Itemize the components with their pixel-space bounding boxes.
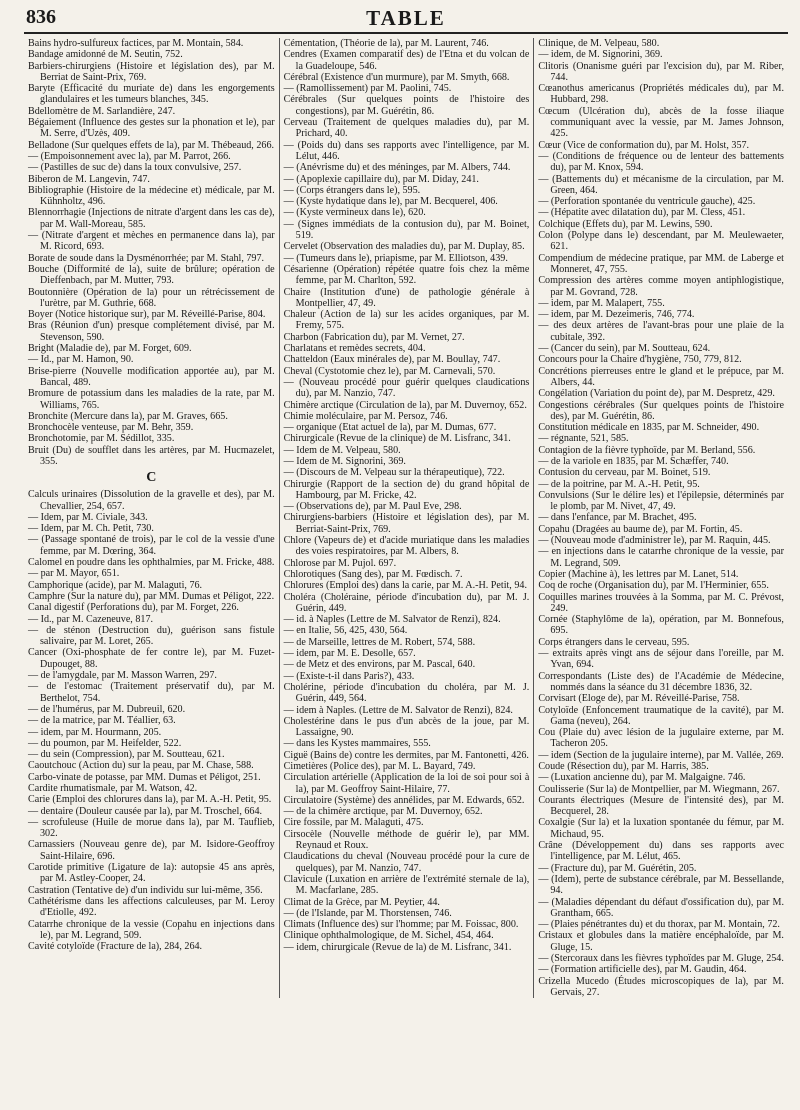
index-entry: — (Empoisonnement avec la), par M. Parrot, 266.	[28, 150, 231, 162]
index-entry: — scrofuleuse (Huile de morue dans la), par M. Tauflieb, 302.	[28, 816, 275, 840]
index-entry: Borate de soude dans la Dysménorrhée; par M. Stahl, 797.	[28, 252, 265, 264]
index-column-left	[24, 38, 279, 998]
index-column-middle	[279, 38, 534, 998]
index-entry: Cornée (Staphylôme de la), opération, par M. Bonnefous, 695.	[538, 614, 784, 637]
index-entry: — idem, chirurgicale (Revue de la) de M. Lisfranc, 341.	[283, 941, 512, 953]
index-entry: — dentaire (Douleur causée par la), par M. Troschel, 664.	[28, 805, 263, 817]
index-entry: Congestions cérébrales (Sur quelques points de l'histoire des), par M. Guérétin, 86.	[538, 399, 784, 422]
index-entry: — de l'amygdale, par M. Masson Warren, 297.	[28, 670, 217, 682]
index-entry: Carie (Emploi des chlorures dans la), par M. A.-H. Petit, 95.	[28, 794, 272, 806]
index-entry: — (Corps étrangers dans le), 595.	[283, 184, 421, 196]
index-entry: — (Plaies pénétrantes du) et du thorax, par M. Montain, 72.	[538, 919, 780, 931]
index-entry: Clinique ophthalmologique, de M. Sichel, 454, 464.	[283, 930, 494, 942]
index-entry: Cémentation, (Théorie de la), par M. Laurent, 746.	[283, 38, 489, 49]
index-entry: Bégaiement (Influence des gestes sur la phonation et le), par M. Serre, d'Uzès, 409.	[28, 117, 275, 140]
index-entry: Chirurgie (Rapport de la section de) du grand hôpital de Hambourg, par M. Fricke, 42.	[283, 478, 530, 501]
index-entry: Bdellomètre de M. Sarlandière, 247.	[28, 105, 176, 117]
index-entry: Coude (Résection du), par M. Harris, 385.	[538, 761, 709, 772]
index-entry: Brise-pierre (Nouvelle modification apportée au), par M. Bancal, 489.	[28, 365, 275, 388]
index-entry: Cholérine, période d'incubation du choléra, par M. J. Guérin, 449, 564.	[283, 681, 530, 705]
page-number: 836	[26, 6, 56, 28]
index-entry: — (Kyste hydatique dans le), par M. Becquerel, 406.	[283, 196, 498, 208]
index-entry: Carbo-vinate de potasse, par MM. Dumas et Péligot, 251.	[28, 771, 261, 783]
index-entry: — (Ramollissement) par M. Paolini, 745.	[283, 83, 452, 95]
index-entry: — (Apoplexie capillaire du), par M. Diday, 241.	[283, 173, 479, 185]
index-entry: — (Observations de), par M. Paul Eve, 298.	[283, 501, 462, 513]
index-entry: Cirsocèle (Nouvelle méthode de guérir le), par MM. Reynaud et Roux.	[283, 828, 530, 852]
index-entry: — Idem de M. Velpeau, 580.	[283, 444, 401, 456]
index-entry: — (Pastilles de suc de) dans la toux convulsive, 257.	[28, 162, 242, 174]
index-entry: — Idem, par M. Civiale, 343.	[28, 511, 148, 523]
index-entry: Congélation (Variation du point de), par M. Despretz, 429.	[538, 388, 775, 400]
index-entry: Caoutchouc (Action du) sur la peau, par M. Chase, 588.	[28, 760, 254, 772]
index-entry: Contusion du cerveau, par M. Boinet, 519.	[538, 467, 711, 479]
index-entry: — (Formation artificielle des), par M. Gaudin, 464.	[538, 964, 747, 976]
index-entry: Courants électriques (Mesure de l'intensité des), par M. Becquerel, 28.	[538, 794, 784, 818]
index-entry: Cancer (Oxi-phosphate de fer contre le), par M. Fuzet-Dupouget, 88.	[28, 647, 275, 670]
index-entry: Bouche (Difformité de la), suite de brûlure; opération de Dieffenbach, par M. Mutter, 793.	[28, 263, 275, 287]
index-entry: Boyer (Notice historique sur), par M. Réveillé-Parise, 804.	[28, 309, 266, 321]
index-entry: Compression des artères comme moyen antiphlogistique, par M. Govrand, 728.	[538, 275, 784, 298]
index-entry: Bandage amidonné de M. Seutin, 752.	[28, 49, 183, 61]
index-entry: — (Nouveau procédé pour guérir quelques claudications du), par M. Nanzio, 747.	[283, 376, 530, 400]
index-column-right	[533, 38, 788, 998]
index-entry: Bras (Réunion d'un) presque complétement divisé, par M. Stevenson, 590.	[28, 320, 275, 343]
index-entry: Cœur (Vice de conformation du), par M. Holst, 357.	[538, 139, 750, 151]
index-entry: — (Kyste vermineux dans le), 620.	[283, 207, 426, 219]
index-entry: Convulsions (Sur le délire les) et l'épilepsie, déterminés par le plomb, par M. Nivet, 47, 49.	[538, 489, 784, 513]
index-entry: — idem, par M. Malapert, 755.	[538, 297, 665, 309]
index-entry: — (Fracture du), par M. Guérétin, 205.	[538, 862, 697, 874]
index-entry: Coq de roche (Organisation du), par M. l'Herminier, 655.	[538, 580, 769, 592]
index-entry: Cérébrales (Sur quelques points de l'histoire des congestions), par M. Guérétin, 86.	[283, 94, 530, 117]
index-entry: Chlorose par M. Pujol. 697.	[283, 557, 397, 569]
index-entry: — (Battements du) et mécanisme de la circulation, par M. Green, 464.	[538, 173, 784, 196]
index-entry: — idem, par M. Dezeimeris, 746, 774.	[538, 309, 695, 321]
index-entry: — en injections dans le catarrhe chronique de la vessie, par M. Legrand, 509.	[538, 546, 784, 569]
index-entry: Carotide primitive (Ligature de la): autopsie 45 ans après, par M. Astley-Cooper, 24.	[28, 862, 275, 885]
index-entry: Claudications du cheval (Nouveau procédé pour la cure de quelques), par M. Nanzio, 747.	[283, 851, 530, 874]
index-entry: Biberon de M. Langevin, 747.	[28, 173, 150, 185]
index-entry: Catarrhe chronique de la vessie (Copahu en injections dans le), par M. Legrand, 509.	[28, 918, 275, 941]
index-entry: Calomel en poudre dans les ophthalmies, par M. Fricke, 488.	[28, 557, 275, 569]
index-entry: Chirurgicale (Revue de la clinique) de M. Lisfranc, 341.	[283, 433, 511, 445]
index-entry: — (de l'Islande, par M. Thorstensen, 746.	[283, 907, 452, 919]
index-entry: — dans l'enfance, par M. Brachet, 495.	[538, 512, 697, 524]
index-entry: Coxalgie (Sur la) et la luxation spontanée du fémur, par M. Michaud, 95.	[538, 817, 784, 840]
index-entry: Cathétérisme dans les affections calculeuses, par M. Leroy d'Etiolle, 492.	[28, 895, 275, 919]
index-entry: — de sténon (Destruction du), guérison sans fistule salivaire, par M. Loret, 265.	[28, 624, 275, 648]
index-entry: Cheval (Cystotomie chez le), par M. Carnevali, 570.	[283, 365, 496, 377]
index-entry: — id. à Naples (Lettre de M. Salvator de Renzi), 824.	[283, 614, 501, 626]
index-entry: — de la poitrine, par M. A.-H. Petit, 95.	[538, 478, 700, 490]
index-entry: Camphorique (acide), par M. Malaguti, 76.	[28, 579, 203, 591]
index-entry: — Idem de M. Signorini, 369.	[283, 455, 406, 467]
index-entry: — de Marseille, lettres de M. Robert, 574, 588.	[283, 636, 476, 648]
index-entry: — (Existe-t-il dans Paris?), 433.	[283, 670, 415, 682]
index-entry: Coquilles marines trouvées à la Somma, par M. C. Prévost, 249.	[538, 591, 784, 614]
index-entry: Cristaux et globules dans la matière encéphaloïde, par M. Gluge, 15.	[538, 930, 784, 953]
index-entry: — par M. Mayor, 651.	[28, 568, 120, 580]
index-entry: Colchique (Effets du), par M. Lewins, 590.	[538, 218, 713, 230]
index-entry: — (Tumeurs dans le), priapisme, par M. Elliotson, 439.	[283, 252, 508, 264]
index-entry: — idem, de M. Signorini, 369.	[538, 49, 663, 61]
index-entry: Concours pour la Chaire d'hygiène, 750, 779, 812.	[538, 354, 742, 366]
index-entry: — idem (Section de la jugulaire interne), par M. Vallée, 269.	[538, 749, 784, 761]
index-entry: Circulation artérielle (Application de la loi de soi pour soi à la), par M. Geoffroy Saint-Hilaire, 77.	[283, 772, 530, 795]
index-entry: — (Passage spontané de trois), par le col de la vessie d'une femme, par M. Dœring, 364.	[28, 534, 275, 557]
index-entry: Cérébral (Existence d'un murmure), par M. Smyth, 668.	[283, 71, 510, 83]
index-entry: — (Discours de M. Velpeau sur la thérapeutique), 722.	[283, 467, 505, 479]
index-entry: Cavité cotyloïde (Fracture de la), 284, 264.	[28, 941, 203, 953]
index-entry: Ciguë (Bains de) contre les dermites, par M. Fantonetti, 426.	[283, 749, 529, 761]
index-entry: Cimetières (Police des), par M. L. Bayard, 749.	[283, 761, 476, 772]
index-entry: — régnante, 521, 585.	[538, 433, 629, 445]
index-entry: — du sein (Compression), par M. Soutteau, 621.	[28, 749, 225, 761]
index-entry: Correspondants (Liste des) de l'Académie de Médecine, nommés dans la séance du 31 décembre 1836, 32.	[538, 670, 784, 693]
index-entry: — (Hépatite avec dilatation du), par M. Cless, 451.	[538, 207, 746, 219]
index-entry: Cou (Plaie du) avec lésion de la jugulaire externe, par M. Tacheron 205.	[538, 727, 784, 750]
index-entry: Boutonnière (Opération de la) pour un rétrécissement de l'urètre, par M. Guthrie, 668.	[28, 286, 275, 309]
index-entry: Cotyloïde (Enfoncement traumatique de la cavité), par M. Gama (neveu), 264.	[538, 704, 784, 727]
index-entry: Constitution médicale en 1835, par M. Schneider, 490.	[538, 422, 760, 434]
index-entry: — Id., par M. Hamon, 90.	[28, 354, 134, 366]
index-entry: — (Perforation spontanée du ventricule gauche), 425.	[538, 196, 756, 208]
index-entry: Charbon (Fabrication du), par M. Vernet, 27.	[283, 331, 465, 343]
index-entry: Cardite rhumatismale, par M. Watson, 42.	[28, 783, 198, 794]
index-entry: Bright (Maladie de), par M. Forget, 609.	[28, 343, 192, 355]
index-entry: — du poumon, par M. Heifelder, 522.	[28, 737, 182, 749]
index-entry: — de la variole en 1835, par M. Schæffer, 740.	[538, 455, 729, 467]
index-entry: Canal digestif (Perforations du), par M. Forget, 226.	[28, 602, 239, 614]
index-entry: Belladone (Sur quelques effets de la), par M. Thébeaud, 266.	[28, 139, 275, 151]
index-entry: Chlore (Vapeurs de) et d'acide muriatique dans les maladies des voies respiratoires, par M. Albers, 8.	[283, 535, 530, 558]
section-letter: C	[146, 470, 157, 486]
index-entry: — (Cancer du sein), par M. Soutteau, 624.	[538, 343, 711, 355]
index-entry: Cerveau (Traitement de quelques maladies du), par M. Prichard, 40.	[283, 117, 530, 140]
index-entry: Camphre (Sur la nature du), par MM. Dumas et Péligot, 222.	[28, 590, 275, 602]
index-columns	[24, 38, 788, 998]
index-entry: Chirurgiens-barbiers (Histoire et législation des), par M. Berriat-Saint-Prix, 769.	[283, 512, 530, 535]
index-entry: Coulisserie (Sur la) de Montpellier, par M. Wiegmann, 267.	[538, 783, 780, 795]
index-entry: Circulatoire (Système) des annélides, par M. Edwards, 652.	[283, 794, 525, 806]
index-entry: — (Anévrisme du) et des méninges, par M. Albers, 744.	[283, 162, 511, 174]
index-entry: Chlorures (Emploi des) dans la carie, par M. A.-H. Petit, 94.	[283, 580, 527, 592]
index-entry: — (Signes immédiats de la contusion du), par M. Boinet, 519.	[283, 218, 530, 242]
index-entry: — (Idem), perte de substance cérébrale, par M. Bessellande, 94.	[538, 873, 784, 897]
index-entry: Clavicule (Luxation en arrière de l'extrémité sternale de la), M. Macfarlane, 285.	[283, 873, 530, 897]
index-entry: Chimère arctique (Circulation de la), par M. Duvernoy, 652.	[283, 399, 527, 411]
index-entry: Contagion de la fièvre typhoïde, par M. Berland, 556.	[538, 444, 756, 456]
index-entry: — (Conditions de fréquence ou de lenteur des battements du), par M. Knox, 594.	[538, 150, 784, 174]
index-entry: — idem, par M. Hourmann, 205.	[28, 726, 162, 738]
index-entry: Bruit (Du) de soufflet dans les artères, par M. Hucmazelet, 355.	[28, 444, 275, 467]
index-entry: Clinique, de M. Velpeau, 580.	[538, 38, 660, 49]
index-entry: Cholestérine dans le pus d'un abcès de la joue, par M. Lassaigne, 90.	[283, 715, 530, 739]
index-entry: Concrétions pierreuses entre le gland et le prépuce, par M. Albers, 44.	[538, 365, 784, 388]
index-entry: — (Luxation ancienne du), par M. Malgaigne. 746.	[538, 772, 746, 784]
index-entry: Colon (Polype dans le) descendant, par M. Meulewaeter, 621.	[538, 230, 784, 253]
page-header	[24, 6, 788, 34]
index-entry: Cœanothus americanus (Propriétés médicales du), par M. Hubbard, 298.	[538, 83, 784, 106]
index-entry: — (Stercoraux dans les fièvres typhoïdes par M. Gluge, 254.	[538, 953, 784, 965]
index-entry: — de Metz et des environs, par M. Pascal, 640.	[283, 659, 476, 671]
index-entry: Corvisart (Eloge de), par M. Réveillé-Parise, 758.	[538, 693, 740, 705]
index-entry: Blennorrhagie (Injections de nitrate d'argent dans les cas de), par M. Wall-Moreau, 585.	[28, 207, 275, 230]
index-entry: Chaleur (Action de la) sur les acides organiques, par M. Fremy, 575.	[283, 309, 530, 332]
index-entry: Calculs urinaires (Dissolution de la gravelle et des), par M. Chevallier, 254, 657.	[28, 489, 275, 512]
index-entry: — de l'estomac (Traitement préservatif du), par M. Berthelot, 754.	[28, 681, 275, 704]
index-entry: — idem à Naples. (Lettre de M. Salvator de Renzi), 824.	[283, 704, 513, 716]
index-entry: — de l'humérus, par M. Dubreuil, 620.	[28, 703, 186, 715]
index-entry: — (Maladies dépendant du défaut d'ossification du), par M. Grantham, 665.	[538, 896, 784, 919]
index-entry: Climats (Influence des) sur l'homme; par M. Foissac, 800.	[283, 919, 519, 931]
index-entry: Carnassiers (Nouveau genre de), par M. Isidore-Geoffroy Saint-Hilaire, 696.	[28, 839, 275, 862]
index-entry: Charlatans et remèdes secrets, 404.	[283, 343, 426, 355]
index-entry: Copahu (Dragées au baume de), par M. Fortin, 45.	[538, 523, 743, 535]
index-entry: Climat de la Grèce, par M. Peytier, 44.	[283, 896, 440, 908]
index-entry: Baryte (Efficacité du muriate de) dans les engorgements glandulaires et les tumeurs blanches, 345.	[28, 83, 275, 106]
index-entry: Clitoris (Onanisme guéri par l'excision du), par M. Riber, 744.	[538, 60, 784, 83]
index-entry: — (Poids du) dans ses rapports avec l'intelligence, par M. Lélut, 446.	[283, 139, 530, 162]
index-entry: Chatteldon (Eaux minérales de), par M. Boullay, 747.	[283, 354, 501, 366]
index-entry: — Id., par M. Cazeneuve, 817.	[28, 613, 154, 625]
index-entry: Chlorotiques (Sang des), par M. Fœdisch. 7.	[283, 568, 463, 580]
index-entry: Cendres (Examen comparatif des) de l'Etna et du volcan de la Guadeloupe, 546.	[283, 49, 530, 72]
page-title: TABLE	[366, 6, 446, 30]
index-entry: Compendium de médecine pratique, par MM. de Laberge et Monneret, 47, 755.	[538, 252, 784, 275]
index-entry: Bibliographie (Histoire de la médecine et) médicale, par M. Kühnholtz, 496.	[28, 184, 275, 208]
index-entry: Bains hydro-sulfureux factices, par M. Montain, 584.	[28, 38, 244, 49]
index-entry: — de la chimère arctique, par M. Duvernoy, 652.	[283, 806, 483, 818]
index-entry: Bronchocèle venteuse, par M. Behr, 359.	[28, 422, 194, 434]
index-entry: — organique (Etat actuel de la), par M. Dumas, 677.	[283, 422, 497, 434]
index-entry: Chaire (Institution d'une) de pathologie générale à Montpellier, 47, 49.	[283, 286, 530, 309]
index-entry: Bromure de potassium dans les maladies de la rate, par M. Williams, 765.	[28, 388, 275, 411]
index-entry: — idem, par M. E. Desolle, 657.	[283, 648, 416, 660]
index-entry: Bronchite (Mercure dans la), par M. Graves, 665.	[28, 410, 228, 422]
index-entry: Crâne (Développement du) dans ses rapports avec l'intelligence, par M. Lélut, 465.	[538, 840, 784, 863]
index-entry: Chimie moléculaire, par M. Persoz, 746.	[283, 410, 448, 422]
index-entry: — dans les Kystes mammaires, 555.	[283, 738, 431, 750]
index-entry: Corps étrangers dans le cerveau, 595.	[538, 636, 690, 648]
index-entry: — (Nitrate d'argent et mèches en permanence dans la), par M. Ricord, 693.	[28, 230, 275, 253]
index-entry: Césarienne (Opération) répétée quatre fois chez la même femme, par M. Charlton, 592.	[283, 263, 530, 287]
index-entry: — (Nouveau mode d'administrer le), par M. Raquin, 445.	[538, 535, 771, 547]
index-entry: Cœcum (Ulcération du), abcès de la fosse iliaque communiquant avec la vessie, par M. James Johnson, 425.	[538, 105, 784, 140]
index-entry: Crizella Mucedo (Études microscopiques de la), par M. Gervais, 27.	[538, 975, 784, 998]
index-entry: — des deux artères de l'avant-bras pour une plaie de la cubitale, 392.	[538, 320, 784, 343]
index-entry: Barbiers-chirurgiens (Histoire et législation des), par M. Berriat de Saint-Prix, 769.	[28, 60, 275, 83]
index-entry: Cire fossile, par M. Malaguti, 475.	[283, 817, 424, 829]
index-entry: — extraits après vingt ans de séjour dans l'oreille, par M. Yvan, 694.	[538, 648, 784, 671]
index-entry: — en Italie, 56, 425, 430, 564.	[283, 625, 408, 637]
index-entry: — de la matrice, par M. Téallier, 63.	[28, 715, 176, 727]
index-entry: Castration (Tentative de) d'un individu sur lui-même, 356.	[28, 884, 263, 896]
index-entry: Cervelet (Observation des maladies du), par M. Duplay, 85.	[283, 241, 525, 253]
index-entry: Copier (Machine à), les lettres par M. Lanet, 514.	[538, 568, 739, 580]
index-entry: Choléra (Choléraine, période d'incubation du), par M. J. Guérin, 449.	[283, 591, 530, 614]
index-entry: — Idem, par M. Ch. Petit, 730.	[28, 523, 154, 535]
index-entry: Bronchotomie, par M. Sédillot, 335.	[28, 433, 175, 445]
